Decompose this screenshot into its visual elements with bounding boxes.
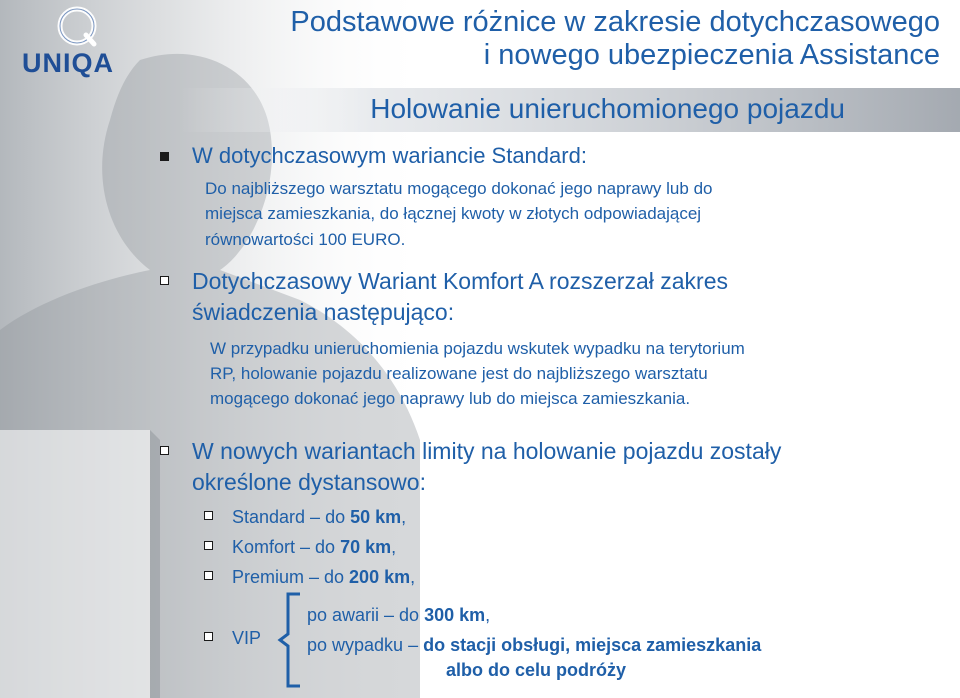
logo-text: UNIQA: [22, 48, 114, 78]
list-item-komfort: [232, 535, 396, 559]
standard-text-line-2: miejsca zamieszkania, do łącznej kwoty w złotych odpowiadającej: [205, 204, 702, 223]
item-value: 50 km: [350, 507, 402, 527]
item-label: Premium – do: [232, 567, 350, 587]
komfort-text-line-1: W przypadku unieruchomienia pojazdu wskutek wypadku na terytorium: [210, 339, 745, 358]
list-item-standard: [232, 505, 406, 529]
standard-heading: W dotychczasowym wariancie Standard:: [192, 143, 587, 168]
komfort-text-line-2: RP, holowanie pojazdu realizowane jest do najbliższego warsztatu: [210, 364, 708, 383]
item-suffix: ,: [410, 567, 416, 587]
vip-case-accident: [307, 633, 761, 657]
vip-case2-label: po wypadku –: [307, 635, 424, 655]
square-bullet-icon: [160, 152, 169, 161]
item-value: 70 km: [340, 537, 392, 557]
square-bullet-icon: [204, 632, 213, 641]
uniqa-logo: [22, 4, 132, 78]
komfort-heading-line-1: Dotychczasowy Wariant Komfort A rozszerzał zakres: [192, 268, 728, 294]
square-bullet-icon: [160, 276, 169, 285]
item-suffix: ,: [391, 537, 397, 557]
list-item-premium: [232, 565, 415, 589]
vip-case1-value: 300 km: [424, 605, 486, 625]
title-line-1: Podstawowe różnice w zakresie dotychczasowego: [290, 6, 940, 38]
item-value: 200 km: [349, 567, 411, 587]
standard-text-line-1: Do najbliższego warsztatu mogącego dokonać jego naprawy lub do: [205, 179, 713, 198]
vip-case-breakdown: [307, 603, 490, 627]
vip-case1-label: po awarii – do: [307, 605, 425, 625]
page-title: [180, 6, 940, 72]
vip-case1-suffix: ,: [485, 605, 491, 625]
item-label: Standard – do: [232, 507, 351, 527]
title-line-2: i nowego ubezpieczenia Assistance: [483, 39, 940, 71]
standard-text-line-3: równowartości 100 EURO.: [205, 230, 406, 249]
new-variants-heading-line-2: określone dystansowo:: [192, 469, 426, 495]
vip-label: VIP: [232, 628, 262, 648]
vip-case2-value-line-1: do stacji obsługi, miejsca zamieszkania: [423, 635, 762, 655]
square-bullet-icon: [160, 446, 169, 455]
komfort-heading-line-2: świadczenia następująco:: [192, 299, 455, 325]
square-bullet-icon: [204, 541, 213, 550]
vip-case2-value-line-2: albo do celu podróży: [446, 660, 627, 680]
square-bullet-icon: [204, 511, 213, 520]
page-subtitle: Holowanie unieruchomionego pojazdu: [370, 93, 845, 124]
item-suffix: ,: [401, 507, 407, 527]
new-variants-heading-line-1: W nowych wariantach limity na holowanie pojazdu zostały: [192, 438, 782, 464]
item-label: Komfort – do: [232, 537, 341, 557]
square-bullet-icon: [204, 571, 213, 580]
uniqa-logo-icon: [22, 4, 132, 50]
curly-brace-icon: [276, 590, 306, 690]
komfort-text-line-3: mogącego dokonać jego naprawy lub do miejsca zamieszkania.: [210, 389, 691, 408]
